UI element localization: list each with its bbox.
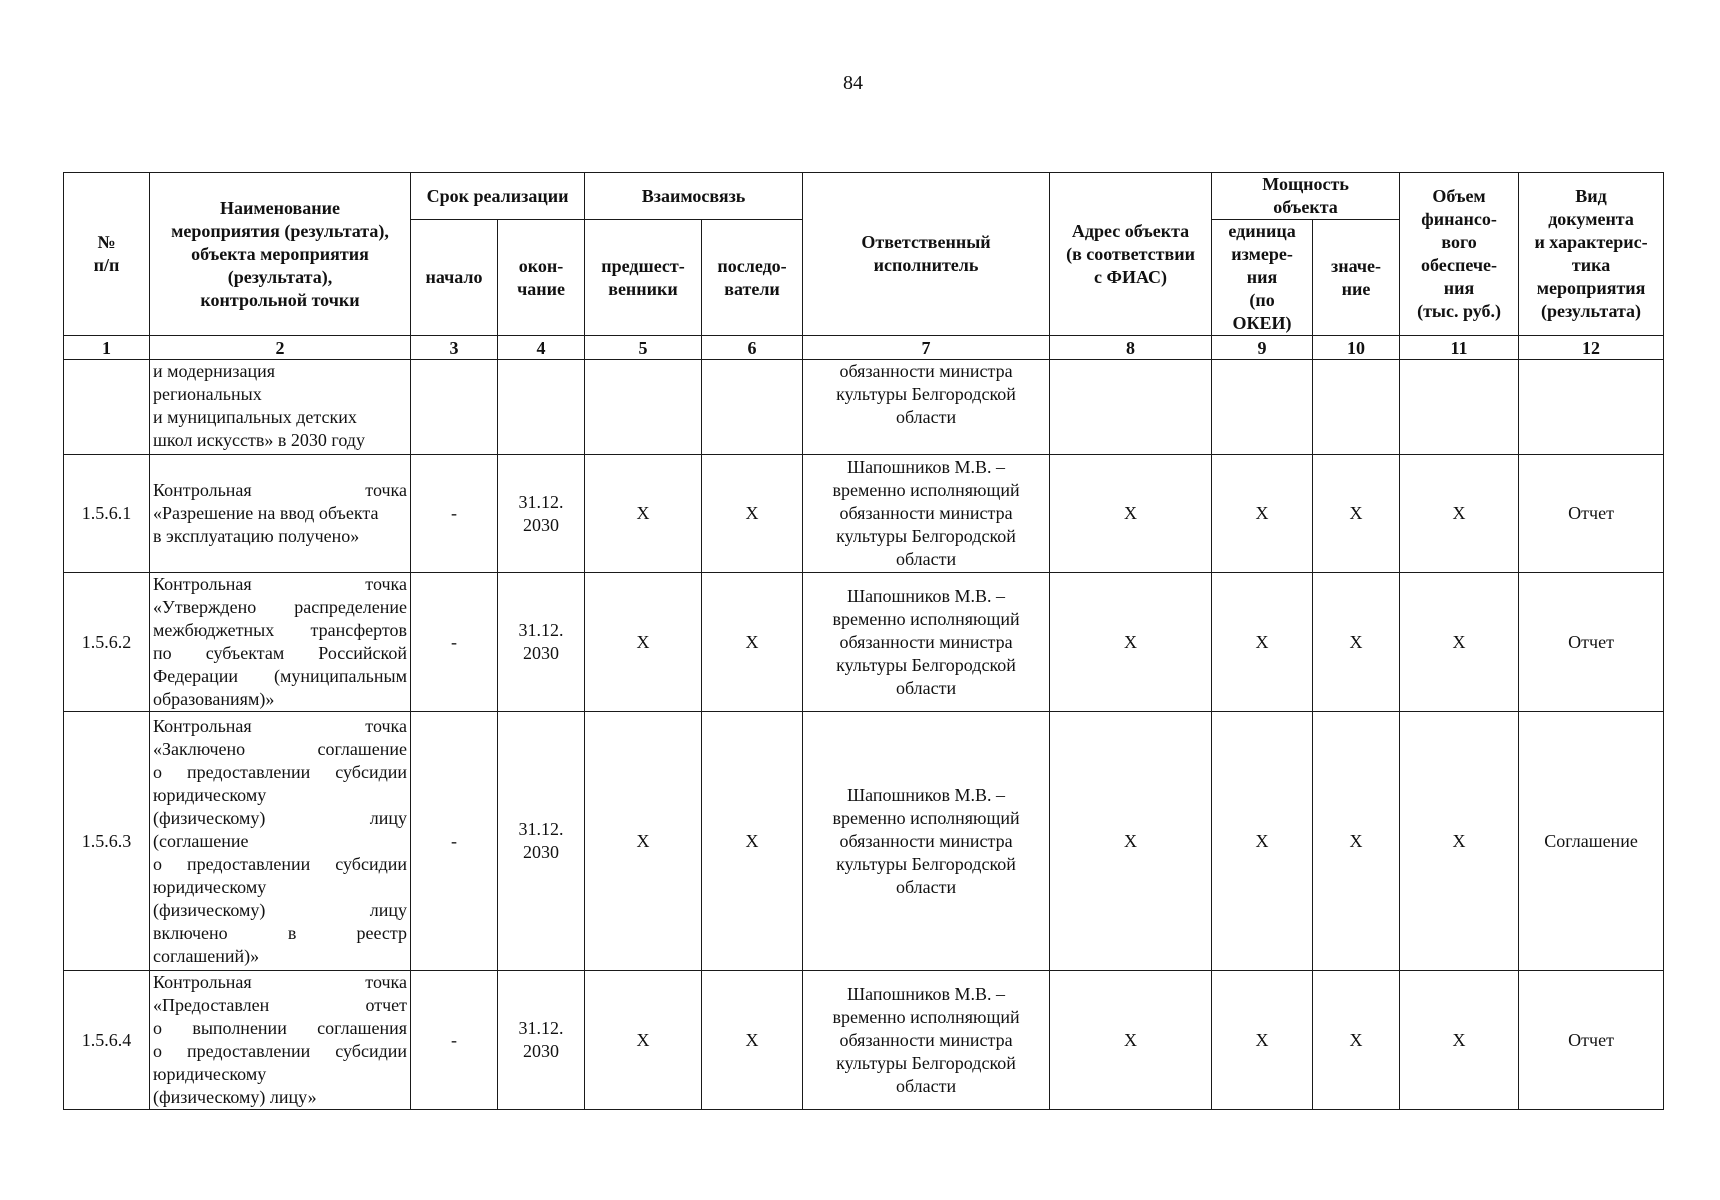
header-unit xyxy=(1212,220,1313,336)
cell-number: 1.5.6.4 xyxy=(64,971,150,1110)
cell-finance: Х xyxy=(1400,971,1519,1110)
cell-name-line: в эксплуатацию получено» xyxy=(153,526,360,546)
cell-predecessors: Х xyxy=(585,573,702,712)
cell-name-line: о предоставлении субсидии xyxy=(153,853,407,874)
table-body xyxy=(64,360,1664,1110)
cell-start: - xyxy=(411,455,498,573)
header-text-line: значе- xyxy=(1331,255,1382,276)
cell-name-line: о предоставлении субсидии xyxy=(153,1041,407,1061)
header-finance xyxy=(1400,173,1519,336)
header-text-line: чание xyxy=(517,278,565,299)
cell-doc-type: Соглашение xyxy=(1519,712,1664,971)
cell-value: Х xyxy=(1313,573,1400,712)
cell-successors: Х xyxy=(702,573,803,712)
cell-end xyxy=(498,360,585,455)
header-text-line: мероприятия xyxy=(1536,278,1646,298)
cell-name xyxy=(150,455,411,573)
cell-name-line: юридическому xyxy=(153,1064,267,1084)
cell-finance xyxy=(1400,360,1519,455)
cell-start: - xyxy=(411,573,498,712)
cell-doc-type: Отчет xyxy=(1519,573,1664,712)
header-text-line: ние xyxy=(1341,278,1371,299)
cell-number: 1.5.6.2 xyxy=(64,573,150,712)
cell-doc-type: Отчет xyxy=(1519,971,1664,1110)
cell-name-line: (физическому) лицу xyxy=(153,899,407,920)
column-number: 2 xyxy=(150,336,411,360)
column-number: 11 xyxy=(1400,336,1519,360)
cell-name-line: юридическому xyxy=(153,784,267,805)
table-row xyxy=(64,573,1664,712)
table-row xyxy=(64,455,1664,573)
cell-name-line: и муниципальных детских xyxy=(153,407,357,427)
header-text-line: (по xyxy=(1249,290,1275,310)
header-text-line: № xyxy=(97,232,116,252)
cell-unit: Х xyxy=(1212,712,1313,971)
cell-address: Х xyxy=(1050,971,1212,1110)
page-number: 84 xyxy=(843,72,863,94)
header-group-vzaim: Взаимосвязь xyxy=(585,173,803,220)
cell-value: Х xyxy=(1313,971,1400,1110)
column-number: 6 xyxy=(702,336,803,360)
header-text-line: исполнитель xyxy=(873,255,979,275)
cell-address: Х xyxy=(1050,712,1212,971)
cell-unit xyxy=(1212,360,1313,455)
column-number: 9 xyxy=(1212,336,1313,360)
cell-name-line: «Утверждено распределение xyxy=(153,597,407,617)
header-end xyxy=(498,220,585,336)
cell-finance: Х xyxy=(1400,573,1519,712)
header-name xyxy=(150,173,411,336)
header-row-1 xyxy=(64,173,1664,220)
header-text-line: последо- xyxy=(717,255,787,276)
header-group-moshch xyxy=(1212,173,1400,220)
cell-address xyxy=(1050,360,1212,455)
cell-name-line: включено в реестр xyxy=(153,922,407,943)
header-text-line: с ФИАС) xyxy=(1094,266,1168,287)
cell-name-line: по субъектам Российской xyxy=(153,643,407,663)
header-start xyxy=(411,220,498,336)
cell-name-line: Контрольная точка xyxy=(153,972,407,992)
header-text-line: ватели xyxy=(724,278,780,299)
cell-name xyxy=(150,971,411,1110)
header-text-line: (в соответствии xyxy=(1066,243,1195,264)
cell-responsible: Шапошников М.В. – временно исполняющий обязанности министра культуры Белгородской области xyxy=(803,712,1050,971)
header-value xyxy=(1313,220,1400,336)
column-number: 12 xyxy=(1519,336,1664,360)
header-text-line: ОКЕИ) xyxy=(1232,313,1292,333)
header-text-line: документа xyxy=(1548,209,1634,229)
cell-doc-type xyxy=(1519,360,1664,455)
header-text-line: и характерис- xyxy=(1534,232,1648,252)
cell-end: 31.12. 2030 xyxy=(498,712,585,971)
cell-name-line: (соглашение xyxy=(153,830,249,851)
header-text-line: измере- xyxy=(1231,244,1293,264)
column-number: 3 xyxy=(411,336,498,360)
cell-end: 31.12. 2030 xyxy=(498,971,585,1110)
cell-name-line: о выполнении соглашения xyxy=(153,1018,407,1038)
column-number: 7 xyxy=(803,336,1050,360)
header-text-line: Ответственный xyxy=(861,232,991,252)
cell-start xyxy=(411,360,498,455)
header-predecessors xyxy=(585,220,702,336)
cell-name-line: «Разрешение на ввод объекта xyxy=(153,503,379,523)
cell-name-line: юридическому xyxy=(153,876,267,897)
cell-responsible: Шапошников М.В. – временно исполняющий обязанности министра культуры Белгородской области xyxy=(803,573,1050,712)
header-responsible xyxy=(803,173,1050,336)
cell-responsible: Шапошников М.В. – временно исполняющий обязанности министра культуры Белгородской области xyxy=(803,971,1050,1110)
cell-predecessors: Х xyxy=(585,455,702,573)
cell-name-line: «Предоставлен отчет xyxy=(153,995,407,1015)
header-successors xyxy=(702,220,803,336)
header-text-line: мероприятия (результата), xyxy=(171,220,389,241)
cell-number: 1.5.6.1 xyxy=(64,455,150,573)
column-number: 1 xyxy=(64,336,150,360)
header-text-line: объекта xyxy=(1273,197,1338,217)
cell-predecessors: Х xyxy=(585,971,702,1110)
cell-name-line: (физическому) лицу» xyxy=(153,1087,317,1107)
column-numbers-row xyxy=(64,336,1664,360)
cell-address: Х xyxy=(1050,573,1212,712)
header-text-line: Наименование xyxy=(220,197,340,218)
cell-predecessors: Х xyxy=(585,712,702,971)
table-row xyxy=(64,360,1664,455)
header-text-line: начало xyxy=(425,267,483,287)
header-text-line: Вид xyxy=(1575,186,1607,206)
cell-name xyxy=(150,360,411,455)
header-text-line: (результата), xyxy=(227,266,333,287)
header-text-line: вого xyxy=(1441,232,1477,252)
header-text-line: Объем xyxy=(1432,186,1486,206)
header-text-line: объекта мероприятия xyxy=(191,243,369,264)
cell-name-line: Контрольная точка xyxy=(153,574,407,594)
header-text-line: (тыс. руб.) xyxy=(1417,301,1501,321)
cell-name-line: межбюджетных трансфертов xyxy=(153,620,407,640)
table-row xyxy=(64,971,1664,1110)
cell-number xyxy=(64,360,150,455)
cell-name-line: Федерации (муниципальным xyxy=(153,666,407,686)
cell-name-line: (физическому) лицу xyxy=(153,807,407,828)
header-text-line: контрольной точки xyxy=(200,289,360,310)
cell-start: - xyxy=(411,971,498,1110)
measures-table xyxy=(63,172,1664,1110)
cell-value: Х xyxy=(1313,455,1400,573)
column-number: 10 xyxy=(1313,336,1400,360)
header-text-line: венники xyxy=(608,278,678,299)
cell-successors: Х xyxy=(702,455,803,573)
cell-finance: Х xyxy=(1400,455,1519,573)
cell-name-line: о предоставлении субсидии xyxy=(153,761,407,782)
header-text-line: финансо- xyxy=(1421,209,1497,229)
header-text-line: (результата) xyxy=(1541,301,1642,321)
cell-end: 31.12. 2030 xyxy=(498,573,585,712)
cell-name-line: соглашений)» xyxy=(153,945,260,966)
header-text-line: окон- xyxy=(518,255,564,276)
cell-name-line: образованиям)» xyxy=(153,689,275,709)
header-text-line: Адрес объекта xyxy=(1071,220,1190,241)
cell-name-line: «Заключено соглашение xyxy=(153,738,407,759)
header-text-line: ния xyxy=(1443,278,1475,298)
cell-start: - xyxy=(411,712,498,971)
cell-name-line: региональных xyxy=(153,384,262,404)
column-number: 5 xyxy=(585,336,702,360)
cell-name-line: школ искусств» в 2030 году xyxy=(153,430,365,450)
cell-name-line: Контрольная точка xyxy=(153,480,407,500)
header-address xyxy=(1050,173,1212,336)
column-number: 4 xyxy=(498,336,585,360)
header-text-line: единица xyxy=(1228,221,1296,241)
cell-number: 1.5.6.3 xyxy=(64,712,150,971)
cell-responsible: обязанности министра культуры Белгородской области xyxy=(803,360,1050,455)
cell-successors: Х xyxy=(702,971,803,1110)
cell-unit: Х xyxy=(1212,455,1313,573)
cell-end: 31.12. 2030 xyxy=(498,455,585,573)
cell-value: Х xyxy=(1313,712,1400,971)
cell-unit: Х xyxy=(1212,573,1313,712)
cell-name-line: и модернизация xyxy=(153,361,276,381)
cell-name xyxy=(150,712,411,971)
cell-successors xyxy=(702,360,803,455)
cell-doc-type: Отчет xyxy=(1519,455,1664,573)
table-row xyxy=(64,712,1664,971)
header-doc-type xyxy=(1519,173,1664,336)
cell-value xyxy=(1313,360,1400,455)
header-text-line: обеспече- xyxy=(1421,255,1498,275)
cell-address: Х xyxy=(1050,455,1212,573)
column-number: 8 xyxy=(1050,336,1212,360)
cell-predecessors xyxy=(585,360,702,455)
cell-successors: Х xyxy=(702,712,803,971)
header-text-line: п/п xyxy=(93,255,120,275)
header-text-line: тика xyxy=(1571,255,1611,275)
header-text-line: ния xyxy=(1246,267,1278,287)
header-text-line: предшест- xyxy=(601,255,685,276)
cell-unit: Х xyxy=(1212,971,1313,1110)
cell-name-line: Контрольная точка xyxy=(153,715,407,736)
header-group-srok: Срок реализации xyxy=(411,173,585,220)
cell-finance: Х xyxy=(1400,712,1519,971)
header-num xyxy=(64,173,150,336)
header-text-line: Мощность xyxy=(1262,174,1349,194)
cell-responsible: Шапошников М.В. – временно исполняющий обязанности министра культуры Белгородской области xyxy=(803,455,1050,573)
cell-name xyxy=(150,573,411,712)
